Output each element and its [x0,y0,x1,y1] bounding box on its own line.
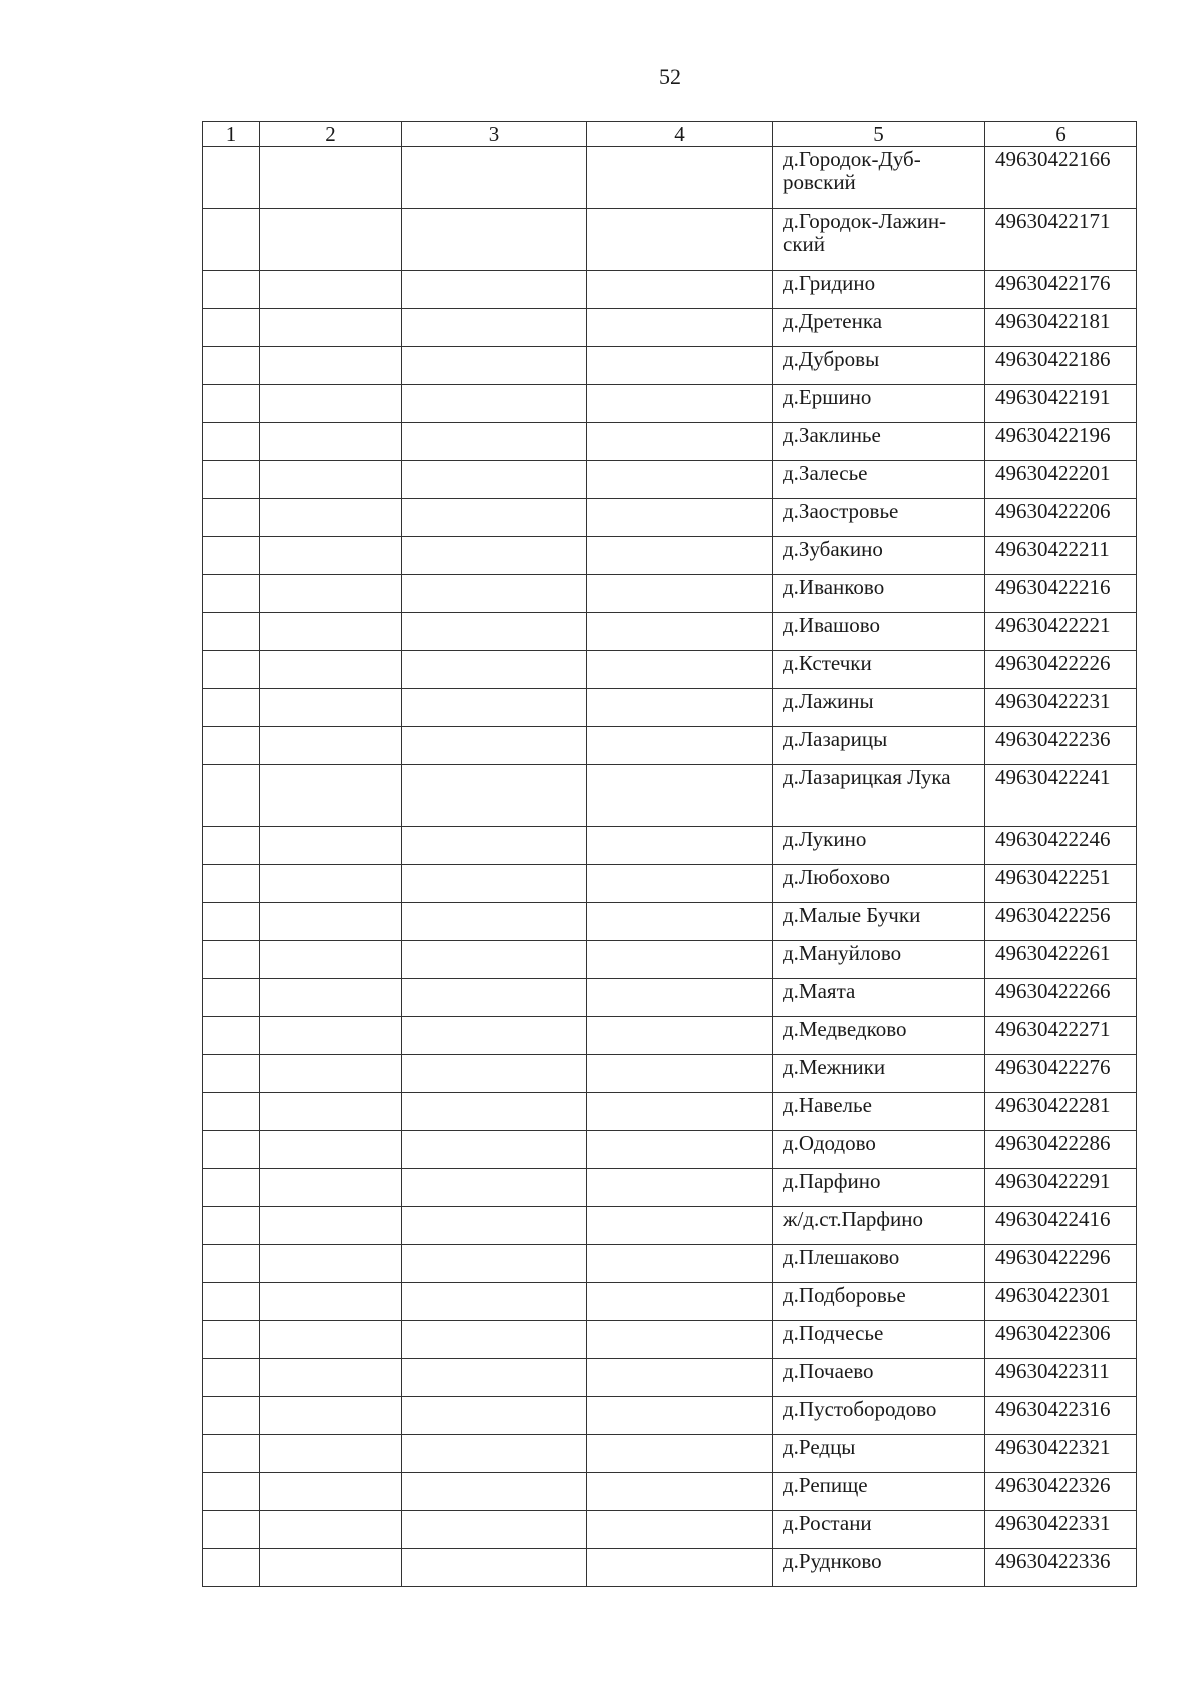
empty-cell-col-2 [260,613,402,651]
page-number: 52 [659,64,681,89]
empty-cell-col-1 [203,1397,260,1435]
empty-cell-col-3 [402,689,587,727]
oktmo-code: 49630422256 [985,903,1137,941]
empty-cell-col-3 [402,1359,587,1397]
empty-cell-col-2 [260,941,402,979]
table-row [203,1245,1137,1283]
table-row [203,1511,1137,1549]
empty-cell-col-2 [260,271,402,309]
empty-cell-col-1 [203,613,260,651]
oktmo-code: 49630422326 [985,1473,1137,1511]
empty-cell-col-1 [203,1093,260,1131]
empty-cell-col-1 [203,1435,260,1473]
empty-cell-col-1 [203,575,260,613]
empty-cell-col-4 [587,271,773,309]
empty-cell-col-4 [587,727,773,765]
empty-cell-col-1 [203,309,260,347]
oktmo-code: 49630422416 [985,1207,1137,1245]
settlement-name: д.Городок-Дуб-ровский [773,147,985,209]
oktmo-code: 49630422236 [985,727,1137,765]
settlement-name: д.Иванково [773,575,985,613]
oktmo-code: 49630422181 [985,309,1137,347]
empty-cell-col-1 [203,1473,260,1511]
settlement-name: д.Мануйлово [773,941,985,979]
empty-cell-col-2 [260,765,402,827]
empty-cell-col-4 [587,147,773,209]
settlement-name: д.Кстечки [773,651,985,689]
empty-cell-col-2 [260,727,402,765]
empty-cell-col-3 [402,651,587,689]
settlement-name: д.Подчесье [773,1321,985,1359]
table-row [203,271,1137,309]
column-header-1: 1 [203,122,260,147]
oktmo-code: 49630422296 [985,1245,1137,1283]
settlement-name: д.Заостровье [773,499,985,537]
settlement-name: д.Любохово [773,865,985,903]
table-row [203,309,1137,347]
empty-cell-col-3 [402,1017,587,1055]
empty-cell-col-2 [260,499,402,537]
settlement-name: д.Плешаково [773,1245,985,1283]
empty-cell-col-4 [587,1093,773,1131]
oktmo-code: 49630422261 [985,941,1137,979]
header-row [203,122,1137,147]
oktmo-code: 49630422336 [985,1549,1137,1587]
empty-cell-col-2 [260,385,402,423]
empty-cell-col-1 [203,1549,260,1587]
oktmo-code: 49630422176 [985,271,1137,309]
oktmo-code: 49630422221 [985,613,1137,651]
empty-cell-col-4 [587,1321,773,1359]
settlement-name: д.Медведково [773,1017,985,1055]
empty-cell-col-3 [402,499,587,537]
settlement-name: д.Парфино [773,1169,985,1207]
empty-cell-col-2 [260,1435,402,1473]
oktmo-code: 49630422286 [985,1131,1137,1169]
oktmo-code: 49630422196 [985,423,1137,461]
empty-cell-col-4 [587,765,773,827]
empty-cell-col-4 [587,575,773,613]
settlement-name: д.Лукино [773,827,985,865]
empty-cell-col-3 [402,1321,587,1359]
empty-cell-col-4 [587,1283,773,1321]
empty-cell-col-1 [203,1511,260,1549]
empty-cell-col-4 [587,1169,773,1207]
column-header-5: 5 [773,122,985,147]
empty-cell-col-4 [587,1359,773,1397]
empty-cell-col-3 [402,347,587,385]
empty-cell-col-1 [203,1321,260,1359]
empty-cell-col-4 [587,1131,773,1169]
oktmo-code: 49630422166 [985,147,1137,209]
settlement-name: д.Лазарицы [773,727,985,765]
empty-cell-col-1 [203,651,260,689]
empty-cell-col-4 [587,1435,773,1473]
empty-cell-col-1 [203,1207,260,1245]
empty-cell-col-3 [402,613,587,651]
empty-cell-col-4 [587,689,773,727]
settlement-name: ж/д.ст.Парфино [773,1207,985,1245]
settlement-name: д.Маята [773,979,985,1017]
empty-cell-col-1 [203,941,260,979]
empty-cell-col-3 [402,1283,587,1321]
empty-cell-col-2 [260,537,402,575]
empty-cell-col-2 [260,1055,402,1093]
settlement-name: д.Дретенка [773,309,985,347]
table-row [203,1093,1137,1131]
empty-cell-col-2 [260,147,402,209]
empty-cell-col-3 [402,1397,587,1435]
empty-cell-col-4 [587,865,773,903]
table-row [203,347,1137,385]
empty-cell-col-1 [203,1359,260,1397]
settlement-name: д.Дубровы [773,347,985,385]
empty-cell-col-3 [402,1169,587,1207]
oktmo-code: 49630422316 [985,1397,1137,1435]
empty-cell-col-3 [402,979,587,1017]
table-row [203,147,1137,209]
table-body [203,147,1137,1587]
settlement-name: д.Заклинье [773,423,985,461]
oktmo-code: 49630422271 [985,1017,1137,1055]
settlement-name: д.Подборовье [773,1283,985,1321]
empty-cell-col-2 [260,865,402,903]
empty-cell-col-3 [402,461,587,499]
empty-cell-col-4 [587,309,773,347]
empty-cell-col-3 [402,941,587,979]
empty-cell-col-1 [203,147,260,209]
empty-cell-col-2 [260,1169,402,1207]
empty-cell-col-3 [402,309,587,347]
empty-cell-col-1 [203,727,260,765]
empty-cell-col-3 [402,1511,587,1549]
settlement-name: д.Ивашово [773,613,985,651]
empty-cell-col-4 [587,1055,773,1093]
empty-cell-col-3 [402,1435,587,1473]
empty-cell-col-3 [402,423,587,461]
empty-cell-col-2 [260,461,402,499]
settlement-name: д.Почаево [773,1359,985,1397]
empty-cell-col-4 [587,537,773,575]
table-row [203,979,1137,1017]
table-row [203,1435,1137,1473]
table-row [203,1169,1137,1207]
empty-cell-col-4 [587,1207,773,1245]
empty-cell-col-1 [203,537,260,575]
settlement-name: д.Редцы [773,1435,985,1473]
oktmo-code: 49630422216 [985,575,1137,613]
empty-cell-col-4 [587,1549,773,1587]
oktmo-code: 49630422311 [985,1359,1137,1397]
empty-cell-col-1 [203,347,260,385]
empty-cell-col-4 [587,499,773,537]
table-row [203,1549,1137,1587]
settlement-name: д.Руднково [773,1549,985,1587]
oktmo-code: 49630422276 [985,1055,1137,1093]
settlements-table [202,121,1137,1587]
settlement-name: д.Гридино [773,271,985,309]
table-row [203,461,1137,499]
table-row [203,1131,1137,1169]
column-header-6: 6 [985,122,1137,147]
empty-cell-col-3 [402,385,587,423]
empty-cell-col-4 [587,209,773,271]
empty-cell-col-2 [260,1283,402,1321]
column-header-3: 3 [402,122,587,147]
column-header-2: 2 [260,122,402,147]
oktmo-code: 49630422231 [985,689,1137,727]
empty-cell-col-3 [402,1207,587,1245]
empty-cell-col-1 [203,209,260,271]
oktmo-code: 49630422171 [985,209,1137,271]
empty-cell-col-3 [402,727,587,765]
empty-cell-col-1 [203,827,260,865]
empty-cell-col-3 [402,147,587,209]
empty-cell-col-2 [260,309,402,347]
empty-cell-col-2 [260,1511,402,1549]
empty-cell-col-1 [203,689,260,727]
empty-cell-col-1 [203,765,260,827]
empty-cell-col-1 [203,979,260,1017]
empty-cell-col-2 [260,1359,402,1397]
empty-cell-col-1 [203,865,260,903]
table-row [203,651,1137,689]
empty-cell-col-1 [203,499,260,537]
empty-cell-col-1 [203,271,260,309]
column-header-4: 4 [587,122,773,147]
oktmo-code: 49630422186 [985,347,1137,385]
empty-cell-col-2 [260,1473,402,1511]
oktmo-code: 49630422331 [985,1511,1137,1549]
oktmo-code: 49630422251 [985,865,1137,903]
settlement-name: д.Городок-Лажин-ский [773,209,985,271]
empty-cell-col-4 [587,903,773,941]
empty-cell-col-4 [587,347,773,385]
table-row [203,1207,1137,1245]
empty-cell-col-1 [203,1283,260,1321]
empty-cell-col-4 [587,461,773,499]
table-row [203,941,1137,979]
empty-cell-col-2 [260,903,402,941]
empty-cell-col-4 [587,1511,773,1549]
empty-cell-col-2 [260,1207,402,1245]
empty-cell-col-2 [260,1321,402,1359]
table-row [203,903,1137,941]
empty-cell-col-2 [260,1549,402,1587]
settlement-name: д.Зубакино [773,537,985,575]
oktmo-code: 49630422211 [985,537,1137,575]
table-row [203,1321,1137,1359]
settlement-name: д.Ододово [773,1131,985,1169]
empty-cell-col-3 [402,1473,587,1511]
table-row [203,385,1137,423]
empty-cell-col-3 [402,575,587,613]
table-row [203,1473,1137,1511]
empty-cell-col-2 [260,689,402,727]
empty-cell-col-4 [587,827,773,865]
oktmo-code: 49630422191 [985,385,1137,423]
empty-cell-col-3 [402,209,587,271]
oktmo-code: 49630422281 [985,1093,1137,1131]
table-row [203,1055,1137,1093]
oktmo-code: 49630422241 [985,765,1137,827]
settlement-name: д.Навелье [773,1093,985,1131]
oktmo-code: 49630422206 [985,499,1137,537]
empty-cell-col-1 [203,423,260,461]
empty-cell-col-1 [203,385,260,423]
empty-cell-col-2 [260,651,402,689]
empty-cell-col-2 [260,979,402,1017]
empty-cell-col-3 [402,1093,587,1131]
table-row [203,423,1137,461]
table-row [203,727,1137,765]
table-row [203,575,1137,613]
empty-cell-col-4 [587,613,773,651]
table-row [203,827,1137,865]
empty-cell-col-1 [203,461,260,499]
settlement-name: д.Малые Бучки [773,903,985,941]
settlement-name: д.Межники [773,1055,985,1093]
settlement-name: д.Лазарицкая Лука [773,765,985,827]
empty-cell-col-1 [203,903,260,941]
table-row [203,209,1137,271]
empty-cell-col-2 [260,209,402,271]
empty-cell-col-3 [402,903,587,941]
empty-cell-col-4 [587,1245,773,1283]
oktmo-code: 49630422321 [985,1435,1137,1473]
table-row [203,537,1137,575]
table-row [203,1359,1137,1397]
empty-cell-col-1 [203,1169,260,1207]
empty-cell-col-2 [260,827,402,865]
empty-cell-col-1 [203,1055,260,1093]
empty-cell-col-1 [203,1131,260,1169]
settlement-name: д.Ростани [773,1511,985,1549]
table-row [203,613,1137,651]
empty-cell-col-4 [587,979,773,1017]
settlement-name: д.Ершино [773,385,985,423]
empty-cell-col-4 [587,941,773,979]
table-row [203,1397,1137,1435]
empty-cell-col-4 [587,385,773,423]
oktmo-code: 49630422226 [985,651,1137,689]
empty-cell-col-3 [402,1549,587,1587]
table-row [203,689,1137,727]
empty-cell-col-2 [260,423,402,461]
oktmo-code: 49630422306 [985,1321,1137,1359]
empty-cell-col-4 [587,423,773,461]
empty-cell-col-3 [402,1131,587,1169]
table-row [203,765,1137,827]
empty-cell-col-2 [260,575,402,613]
table-row [203,1017,1137,1055]
empty-cell-col-1 [203,1245,260,1283]
empty-cell-col-3 [402,271,587,309]
oktmo-code: 49630422291 [985,1169,1137,1207]
empty-cell-col-3 [402,1245,587,1283]
oktmo-code: 49630422201 [985,461,1137,499]
settlement-name: д.Залесье [773,461,985,499]
empty-cell-col-1 [203,1017,260,1055]
empty-cell-col-4 [587,1397,773,1435]
oktmo-code: 49630422301 [985,1283,1137,1321]
table-row [203,499,1137,537]
oktmo-code: 49630422246 [985,827,1137,865]
empty-cell-col-2 [260,1131,402,1169]
empty-cell-col-2 [260,347,402,385]
table-row [203,1283,1137,1321]
empty-cell-col-4 [587,1473,773,1511]
empty-cell-col-2 [260,1245,402,1283]
empty-cell-col-3 [402,865,587,903]
empty-cell-col-2 [260,1397,402,1435]
table-row [203,865,1137,903]
empty-cell-col-2 [260,1017,402,1055]
settlement-name: д.Лажины [773,689,985,727]
oktmo-code: 49630422266 [985,979,1137,1017]
empty-cell-col-4 [587,1017,773,1055]
settlement-name: д.Репище [773,1473,985,1511]
empty-cell-col-4 [587,651,773,689]
empty-cell-col-3 [402,537,587,575]
settlement-name: д.Пустобородово [773,1397,985,1435]
empty-cell-col-2 [260,1093,402,1131]
empty-cell-col-3 [402,1055,587,1093]
empty-cell-col-3 [402,765,587,827]
empty-cell-col-3 [402,827,587,865]
